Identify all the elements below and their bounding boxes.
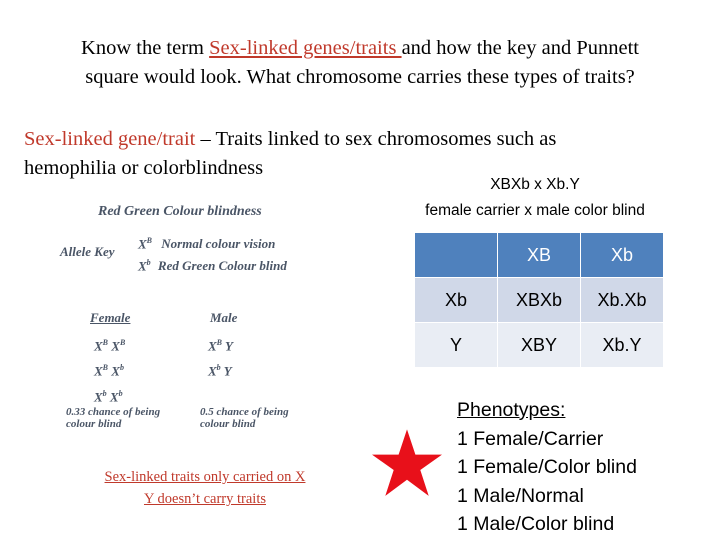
punnett-cell: Xb.Xb	[581, 278, 664, 323]
note-line2: Y doesn’t carry traits	[143, 491, 266, 507]
star-icon	[372, 428, 442, 498]
male-genotype-row: $X^b$ Y	[208, 363, 232, 379]
note-line1: Sex-linked traits only carried on X	[104, 469, 306, 485]
cross-description: female carrier x male color blind	[425, 202, 645, 219]
female-chance: 0.33 chance of being colour blind	[66, 406, 161, 430]
phenotype-item: 1 Male/Color blind	[457, 513, 615, 535]
colour-blindness-figure	[58, 198, 358, 453]
female-genotypes	[94, 332, 125, 408]
cross-label	[400, 172, 670, 224]
female-label: Female	[90, 310, 131, 325]
punnett-col-header: Xb	[581, 233, 664, 278]
cross-genotypes: XBXb x Xb.Y	[490, 176, 580, 193]
intro-post: and how the key and Punnett	[401, 37, 639, 59]
punnett-row	[415, 323, 664, 368]
male-chance: 0.5 chance of being colour blind	[200, 406, 289, 430]
punnett-row-header: Xb	[415, 278, 498, 323]
phenotype-item: 1 Female/Carrier	[457, 427, 604, 450]
punnett-cell: Xb.Y	[581, 323, 664, 368]
allele-normal: $X^B$ Normal colour vision	[138, 236, 276, 252]
intro-pre: Know the term	[81, 37, 210, 59]
definition-line2: hemophilia or colorblindness	[24, 157, 264, 179]
intro-text	[0, 34, 720, 92]
punnett-row-header: Y	[415, 323, 498, 368]
phenotype-item: 1 Female/Color blind	[457, 456, 637, 478]
figure-title: Red Green Colour blindness	[98, 204, 262, 219]
female-genotype-row: $X^B$ $X^b$	[94, 363, 124, 379]
female-genotype-row: $X^B$ $X^B$	[94, 338, 126, 354]
definition-term: Sex-linked gene/trait	[24, 128, 196, 150]
intro-term: Sex-linked genes/traits	[209, 37, 402, 59]
punnett-cell: XBY	[498, 323, 581, 368]
intro-line2: square would look. What chromosome carries these types of traits?	[85, 66, 635, 88]
sex-linked-note	[64, 466, 346, 510]
male-genotype-row: $X^B$ Y	[208, 338, 233, 354]
definition-text: Traits linked to sex chromosomes such as	[215, 128, 557, 150]
phenotypes	[457, 396, 637, 539]
punnett-square	[414, 232, 664, 368]
punnett-cell: XBXb	[498, 278, 581, 323]
punnett-row	[415, 278, 664, 323]
punnett-corner	[415, 233, 498, 278]
definition-dash: –	[195, 128, 216, 150]
female-genotype-row: $X^b$ $X^b$	[94, 388, 123, 404]
allele-colour-blind: $X^b$ Red Green Colour blind	[138, 258, 287, 274]
male-label: Male	[210, 310, 238, 325]
phenotype-item: 1 Male/Normal	[457, 484, 584, 507]
allele-key-label: Allele Key	[60, 244, 115, 259]
punnett-col-header: XB	[498, 233, 581, 278]
male-genotypes	[208, 332, 233, 383]
phenotypes-title: Phenotypes:	[457, 399, 566, 421]
